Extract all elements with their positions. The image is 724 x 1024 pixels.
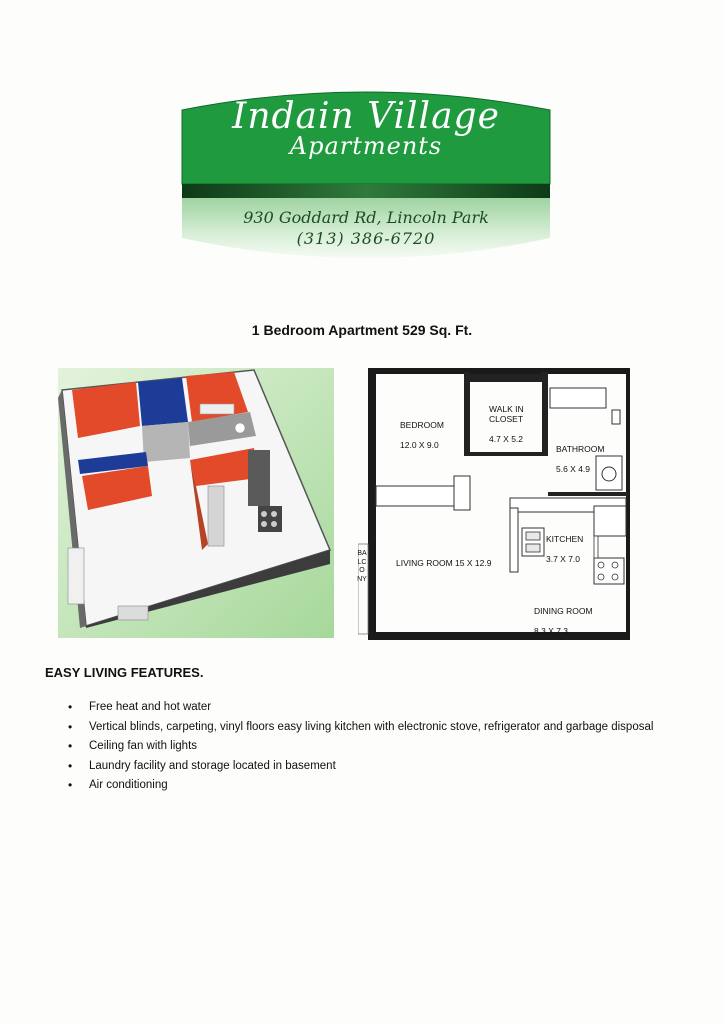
logo-title: Indain Village [232, 96, 500, 137]
closet-size: 4.7 X 5.2 [489, 434, 524, 444]
plan-heading: 1 Bedroom Apartment 529 Sq. Ft. [251, 322, 473, 338]
dining-room-label [534, 596, 593, 646]
bathroom-label [556, 434, 604, 484]
living-room-label: LIVING ROOM 15 X 12.9 [396, 558, 492, 568]
apartment-logo [180, 88, 552, 264]
floorplan-3d-render [58, 368, 334, 638]
closet-label [489, 394, 524, 454]
kitchen-name: KITCHEN [546, 534, 584, 544]
kitchen-label [546, 524, 583, 574]
feature-item: • Free heat and hot water [68, 700, 653, 720]
feature-item: • Laundry facility and storage located in basement [68, 759, 653, 779]
bedroom-label [400, 410, 444, 460]
feature-item: • Vertical blinds, carpeting, vinyl floors easy living kitchen with electronic stove, refrigerator and garbage disposal [68, 720, 653, 740]
balcony-label: BALCONY [357, 550, 367, 583]
features-list [68, 700, 653, 798]
kitchen-size: 3.7 X 7.0 [546, 554, 581, 564]
bathroom-size: 5.6 X 4.9 [556, 464, 591, 474]
bathroom-name: BATHROOM [556, 444, 605, 454]
logo-phone: (313) 386-6720 [296, 229, 436, 248]
logo-address: 930 Goddard Rd, Lincoln Park [243, 208, 489, 227]
bedroom-name: BEDROOM [400, 420, 444, 430]
dining-name: DINING ROOM [534, 606, 593, 616]
floorplan-diagram [358, 368, 630, 640]
logo-subtitle: Apartments [289, 132, 443, 160]
features-heading: EASY LIVING FEATURES. [45, 665, 204, 680]
dining-size: 8.3 X 7.3 [534, 626, 569, 636]
feature-item: • Ceiling fan with lights [68, 739, 653, 759]
feature-item: • Air conditioning [68, 778, 653, 798]
closet-name: WALK IN CLOSET [489, 404, 524, 424]
bedroom-size: 12.0 X 9.0 [400, 440, 439, 450]
